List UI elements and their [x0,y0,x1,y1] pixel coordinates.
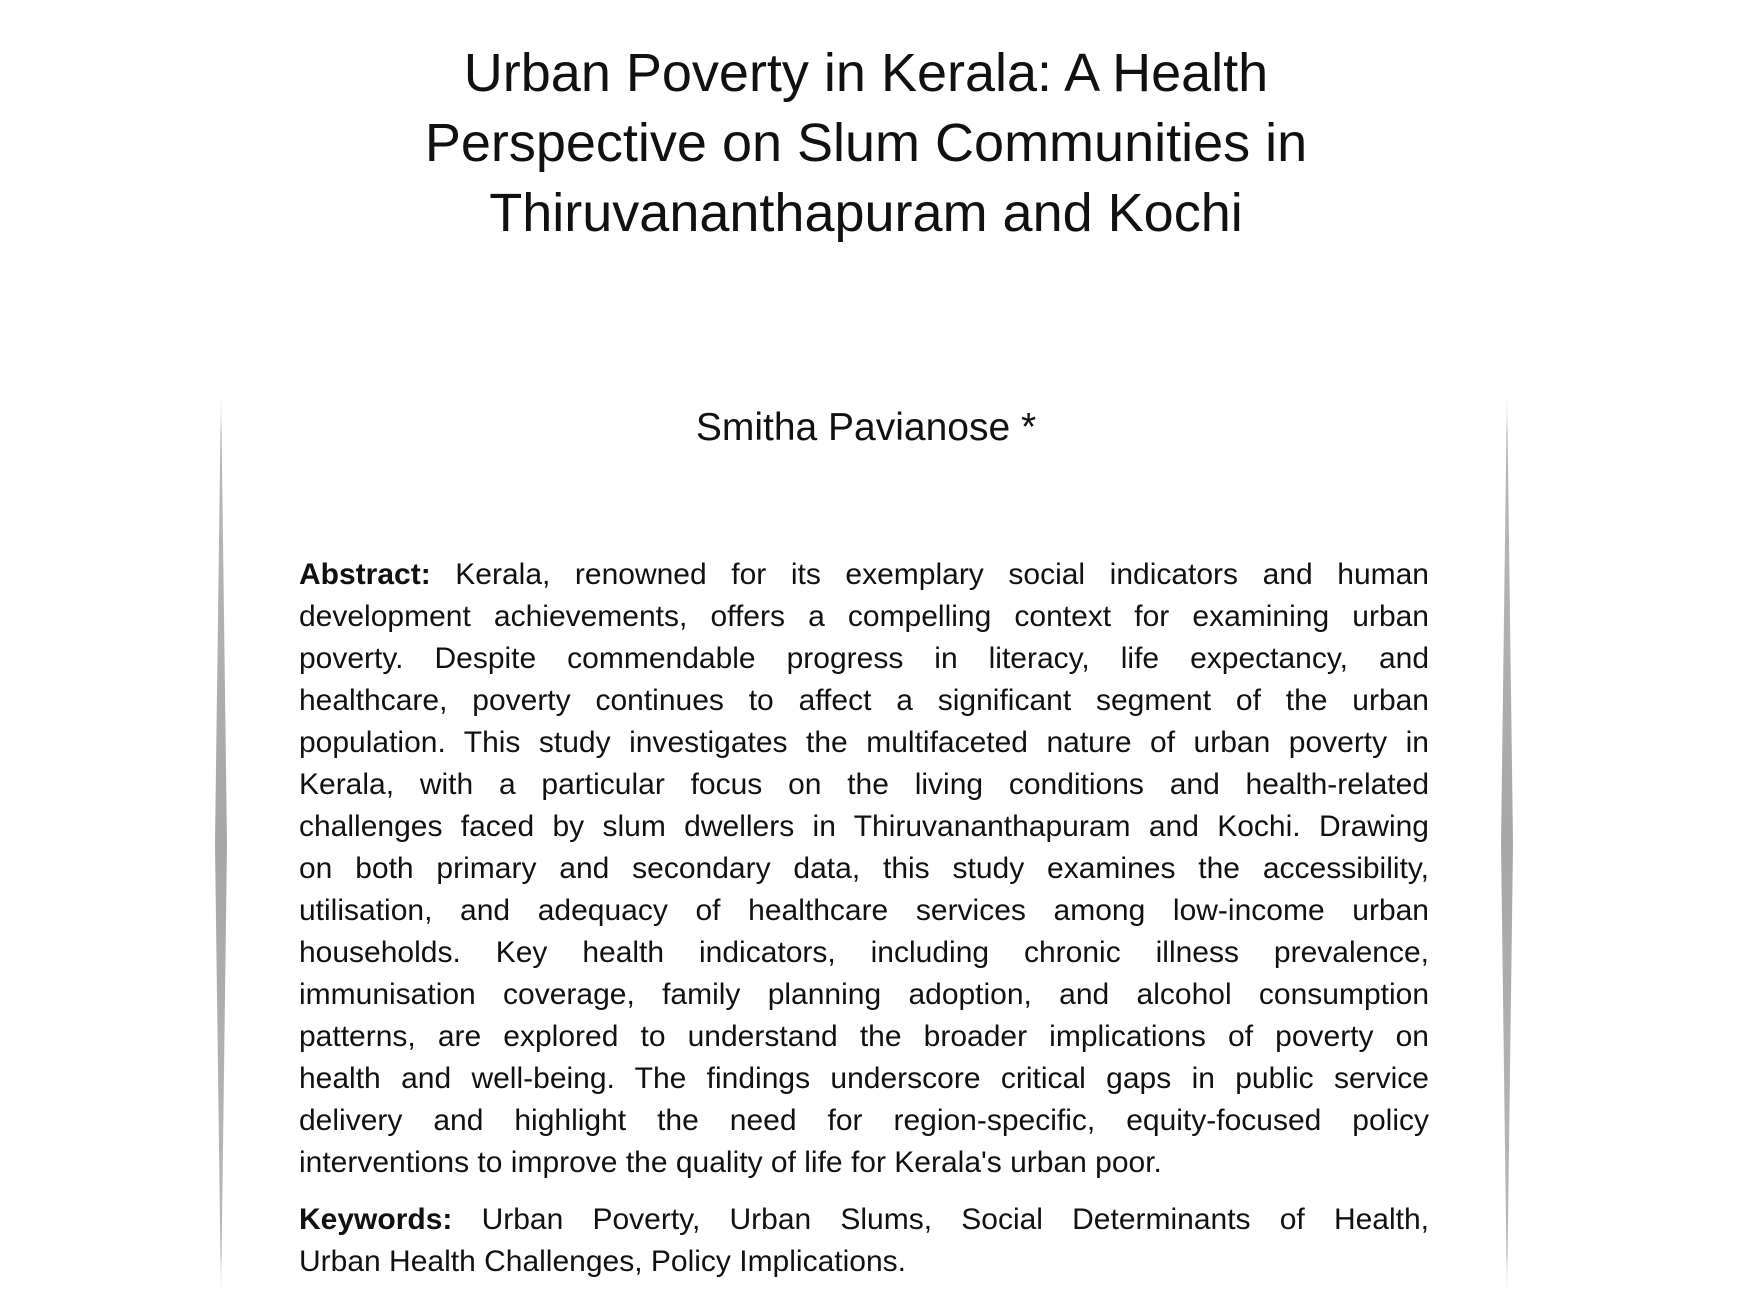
abstract-line: patterns, are explored to understand the broader implications of poverty on [299,1020,1429,1053]
abstract-line: interventions to improve the quality of life for Kerala's urban poor. [299,1146,1162,1179]
abstract-line: Kerala, with a particular focus on the living conditions and health-related [299,768,1429,801]
abstract-line: challenges faced by slum dwellers in Thiruvananthapuram and Kochi. Drawing [299,810,1429,843]
abstract-line: health and well-being. The findings underscore critical gaps in public service [299,1062,1429,1095]
abstract-line: poverty. Despite commendable progress in literacy, life expectancy, and [299,642,1429,675]
abstract-label: Abstract: [299,558,431,591]
abstract-line: population. This study investigates the multifaceted nature of urban poverty in [299,726,1429,759]
abstract-line: households. Key health indicators, including chronic illness prevalence, [299,936,1429,969]
abstract-line: immunisation coverage, family planning adoption, and alcohol consumption [299,978,1429,1011]
keywords-line [299,1199,1429,1241]
abstract-text: Kerala, renowned for its exemplary social indicators and human [455,558,1429,591]
title-line: Perspective on Slum Communities in [424,113,1308,173]
keywords-label: Keywords: [299,1203,453,1236]
abstract-line [299,554,1429,596]
abstract [299,554,1429,1184]
abstract-line: delivery and highlight the need for region-specific, equity-focused policy [299,1104,1429,1137]
left-decorative-rule [215,388,227,1300]
abstract-line: development achievements, offers a compelling context for examining urban [299,600,1429,633]
abstract-line: healthcare, poverty continues to affect a significant segment of the urban [299,684,1429,717]
title-line: Thiruvananthapuram and Kochi [489,183,1243,243]
abstract-line: utilisation, and adequacy of healthcare services among low-income urban [299,894,1429,927]
keywords-text: Urban Poverty, Urban Slums, Social Determinants of Health, [481,1203,1429,1236]
author-name: Smitha Pavianose * [695,406,1037,449]
keywords-line: Urban Health Challenges, Policy Implications. [299,1245,906,1278]
paper-title [0,38,1732,248]
abstract-line: on both primary and secondary data, this study examines the accessibility, [299,852,1429,885]
title-line: Urban Poverty in Kerala: A Health [463,43,1269,103]
right-decorative-rule [1501,388,1513,1300]
keywords [299,1199,1429,1283]
